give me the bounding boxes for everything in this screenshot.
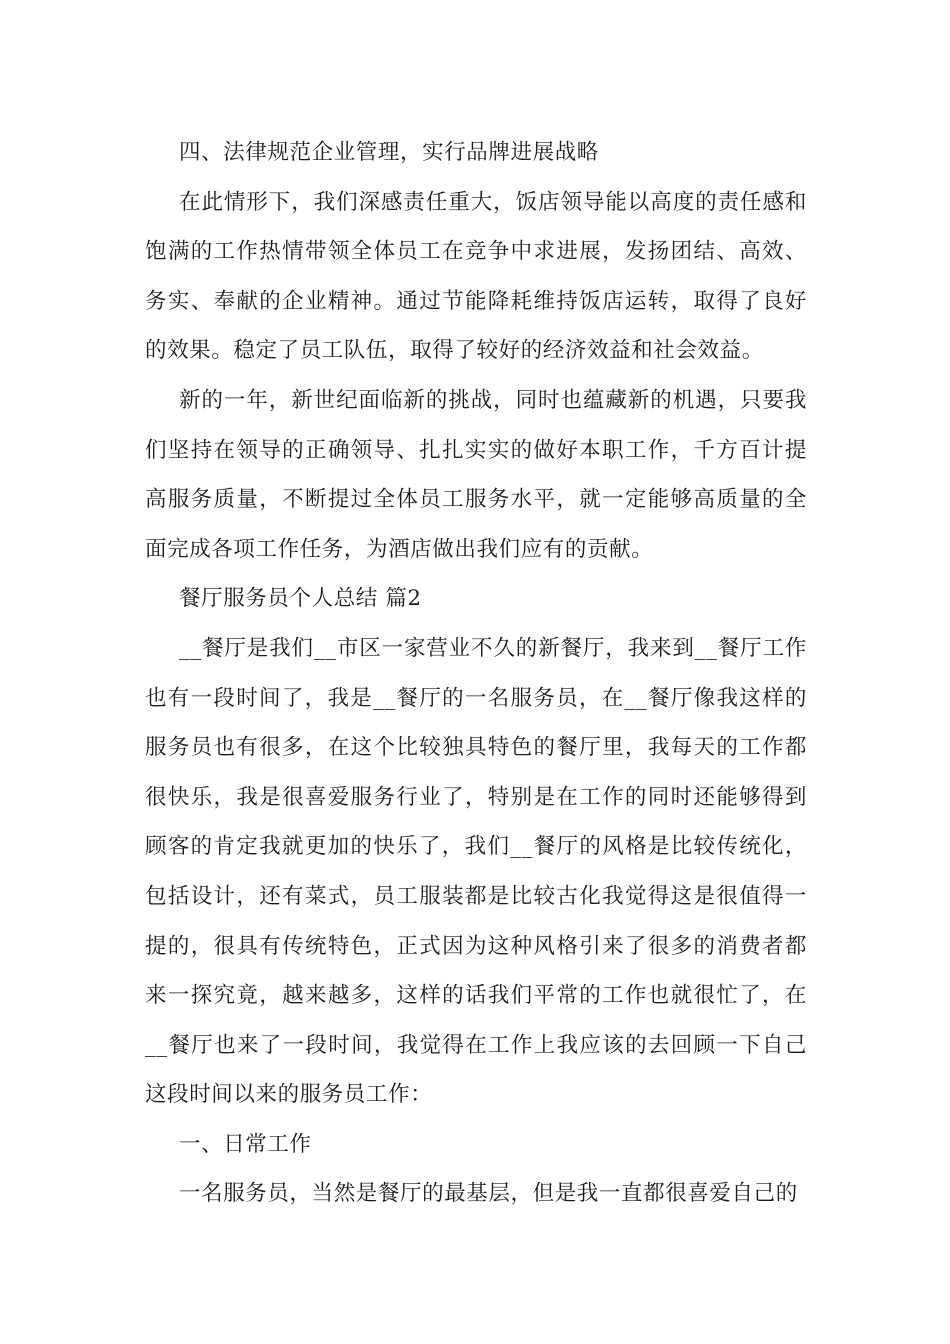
section-heading-one: 一、日常工作 (179, 1131, 312, 1157)
paragraph: 新的一年，新世纪面临新的挑战，同时也蕴藏新的机遇，只要我们坚持在领导的正确领导、扎扎实实的做好本职工作，千方百计提高服务质量，不断提过全体员工服务水平，就一定能够高质量的全面完成各项工作任务，为酒店做出我们应有的贡献。 (145, 387, 807, 562)
document-body (145, 128, 807, 1219)
paragraph: __餐厅是我们__市区一家营业不久的新餐厅，我来到__餐厅工作也有一段时间了，我是__餐厅的一名服务员，在__餐厅像我这样的服务员也有很多，在这个比较独具特色的餐厅里，我每天的工作都很快乐，我是很喜爱服务行业了，特别是在工作的同时还能够得到顾客的肯定我就更加的快乐了，我们__餐厅的风格是比较传统化，包括设计，还有菜式，员工服装都是比较古化我觉得这是很值得一提的，很具有传统特色，正式因为这种风格引来了很多的消费者都来一探究竟，越来越多，这样的话我们平常的工作也就很忙了，在__餐厅也来了一段时间，我觉得在工作上我应该的去回顾一下自己这段时间以来的服务员工作： (145, 635, 807, 1108)
paragraph: 一名服务员，当然是餐厅的最基层，但是我一直都很喜爱自己的 (179, 1181, 798, 1207)
paragraph: 在此情形下，我们深感责任重大，饭店领导能以高度的责任感和饱满的工作热情带领全体员工在竞争中求进展，发扬团结、高效、务实、奉献的企业精神。通过节能降耗维持饭店运转，取得了良好的效果。稳定了员工队伍，取得了较好的经济效益和社会效益。 (145, 189, 807, 364)
section-heading-four: 四、法律规范企业管理，实行品牌进展战略 (179, 140, 599, 165)
section-title: 餐厅服务员个人总结 篇2 (179, 586, 422, 612)
